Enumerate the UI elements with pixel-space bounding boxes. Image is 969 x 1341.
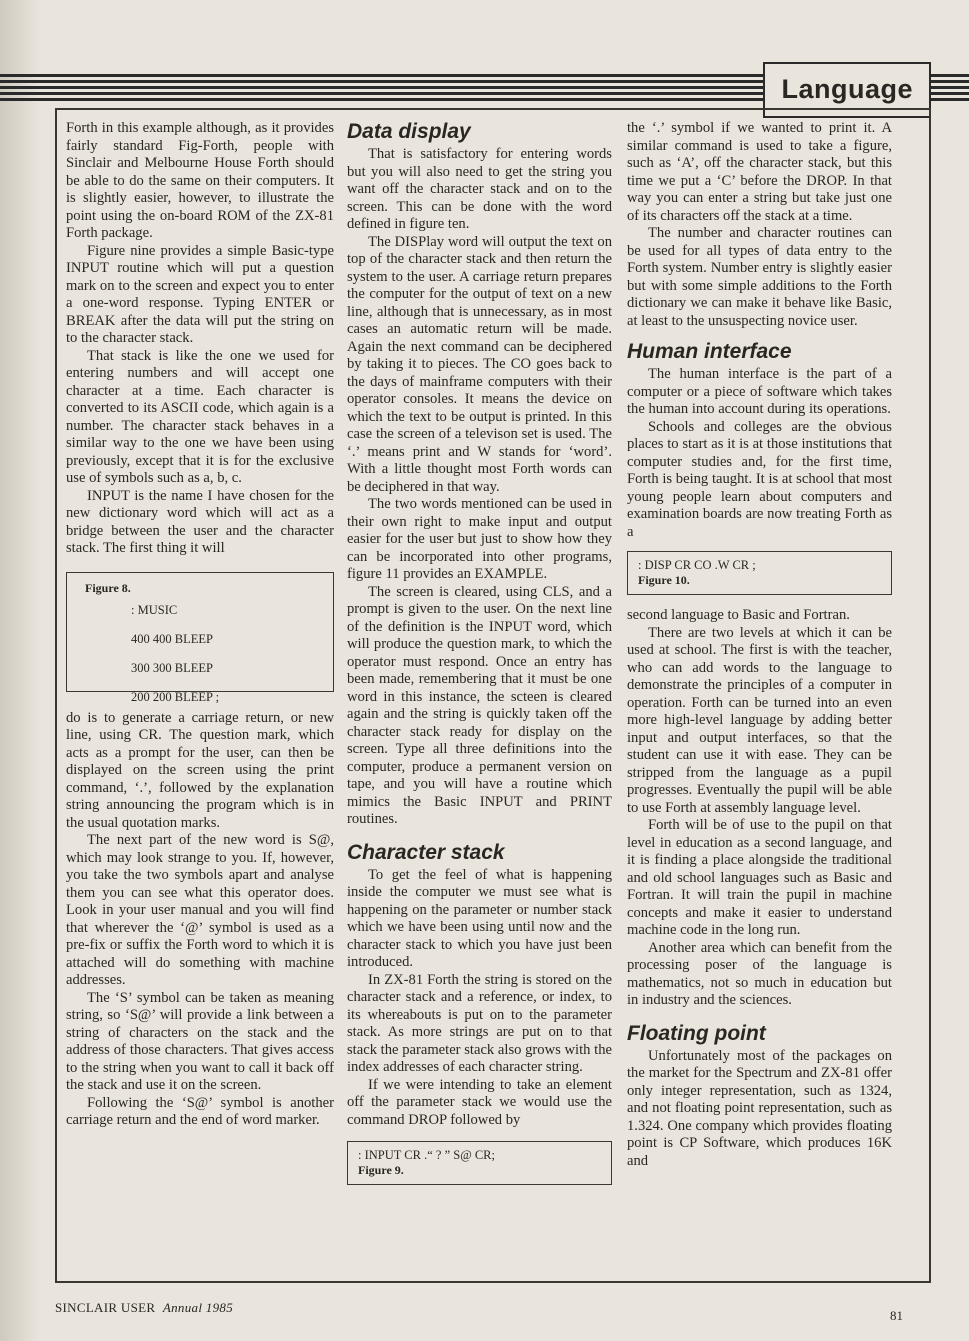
- footer-publication: [55, 1300, 233, 1316]
- paragraph: do is to generate a carriage return, or new line, using CR. The question mark, which acts as a prompt for the user, can then be displayed on the screen using the print command, ‘.’, followed by the explanation string announcing the program which is in the usual quotation marks.: [66, 709, 334, 831]
- code-line: 400 400 BLEEP: [131, 631, 213, 646]
- column-2: [347, 120, 612, 1185]
- paragraph: That stack is like the one we used for entering numbers and will accept one character at a time. Each character is converted to its ASCII code, which again is a number. The character stack behaves in a similar way to the one we have been using previously, except that it is for the exclusive use of symbols such as a, b, c.: [66, 347, 334, 486]
- issue-label: Annual 1985: [162, 1300, 233, 1315]
- paragraph: second language to Basic and Fortran.: [627, 607, 850, 623]
- page-gutter-shadow: [0, 0, 40, 1341]
- figure-8-box: [66, 572, 334, 704]
- figure-9-box: [347, 1141, 612, 1185]
- paragraph: The number and character routines can be used for all types of data entry to the Forth system. Number entry is slightly easier but with some simple additions to the Forth dictionary we can make it behave like Basic, at least to the unsuspecting novice user.: [627, 225, 892, 329]
- column-1: [66, 120, 334, 1130]
- paragraph: Unfortunately most of the packages on the market for the Spectrum and ZX-81 offer only integer representation, such as 1324, and not floating point representation, such as 1.324. One company which provides floating point is CP Software, which produces 16K and: [627, 1047, 892, 1169]
- paragraph: Forth in this example although, as it provides fairly standard Fig-Forth, people with Sinclair and Melbourne House Forth should be able to do the same on their computers. It is slightly easier, however, to illustrate the point using the on-board ROM of the ZX-81 Forth package.: [66, 120, 334, 241]
- code-line: 200 200 BLEEP ;: [131, 689, 220, 704]
- figure-8-label: Figure 8.: [85, 580, 131, 595]
- paragraph: The ‘S’ symbol can be taken as meaning string, so ‘S@’ will provide a link between a string of characters on the stack and the address of those characters. That gives access to the string when you want to call it back off the stack and use it on the screen.: [66, 989, 334, 1093]
- paragraph: To get the feel of what is happening inside the computer we must see what is happening on the parameter or number stack which we have been using until now and the character stack to which you have just been introduced.: [347, 866, 612, 970]
- code-line: 300 300 BLEEP: [131, 660, 213, 675]
- paragraph: INPUT is the name I have chosen for the new dictionary word which will act as a bridge between the user and the character stack. The first thing it will: [66, 487, 334, 556]
- section-heading: Human interface: [627, 340, 792, 363]
- paragraph: Figure nine provides a simple Basic-type INPUT routine which will put a question mark on to the screen and expect you to enter a one-word response. Typing ENTER or BREAK after the data will put the string on to the character stack.: [66, 242, 334, 346]
- section-tab-label: Language: [781, 74, 913, 104]
- paragraph: the ‘.’ symbol if we wanted to print it. A similar command is used to take a figure, such as ‘A’, off the character stack, but this time we put a ‘C’ before the DROP. In that way you can enter a string but take just one of its characters off the stack at a time.: [627, 120, 892, 224]
- figure-10-label: Figure 10.: [638, 573, 690, 587]
- header-rule-left: [0, 74, 765, 104]
- paragraph: The human interface is the part of a computer or a piece of software which takes the human into account during its operations.: [627, 366, 892, 417]
- paragraph: The two words mentioned can be used in their own right to make input and output easier for the user but just to show how they can be incorporated into other programs, figure 11 provides an EXAMPLE.: [347, 496, 612, 582]
- header-rule-right: [930, 74, 969, 104]
- paragraph: That is satisfactory for entering words but you will also need to get the string you want off the character stack and on to the screen. This can be done with the word defined in figure ten.: [347, 146, 612, 232]
- paragraph: The screen is cleared, using CLS, and a prompt is given to the user. On the next line of the definition is the INPUT word, which will produce the question mark, to which the operator must respond. Once an entry has been made, remembering that it must be one word in this instance, the scteen is cleared again and the string is quickly taken off the character stack ready for display on the screen. Type all three definitions into the computer, produce a permanent version on tape, and you will have a routine which mimics the Basic INPUT and PRINT routines.: [347, 583, 612, 827]
- paragraph: Another area which can benefit from the processing poser of the language is mathematics, not so much in education but in industry and the sciences.: [627, 939, 892, 1008]
- paragraph: In ZX-81 Forth the string is stored on the character stack and a reference, or index, to its whereabouts is put on to the parameter stack. As more strings are put on to that stack the parameter stack also grows with the index addresses of each character string.: [347, 971, 612, 1075]
- code-line: : INPUT CR .“ ? ” S@ CR;: [358, 1148, 495, 1162]
- paragraph: Schools and colleges are the obvious places to start as it is at those institutions that computer studies and, for the first time, Forth is being taught. It is at school that most young people learn about computers and examination boards are now treating Forth as a: [627, 418, 892, 540]
- paragraph: There are two levels at which it can be used at school. The first is with the teacher, who can add words to the language to demonstrate the principles of a computer in operation. Forth can be turned into an even more high-level language by adding better input and output interfaces, so that the student can use it with ease. They can be stripped from the language as a pupil progresses. Eventually the pupil will be able to use Forth at assembly language level.: [627, 624, 892, 816]
- code-line: : MUSIC: [131, 602, 178, 617]
- section-heading: Floating point: [627, 1021, 766, 1045]
- publication-name: SINCLAIR USER: [55, 1300, 156, 1315]
- paragraph: Forth will be of use to the pupil on that level in education as a second language, and it is finding a place alongside the traditional and old school languages such as Basic and Fortran. It will train the pupil in machine concepts and make it easier to understand machine code in the long run.: [627, 817, 892, 938]
- paragraph: Following the ‘S@’ symbol is another carriage return and the end of word marker.: [66, 1094, 334, 1128]
- paragraph: The DISPlay word will output the text on top of the character stack and then return the system to the user. A carriage return prepares the computer for the output of text on a new line, although that is unnecessary, as in most cases an automatic return will be made. Again the next command can be deciphered by taking it to pieces. The CO goes back to the days of mainframe computers with their operator consoles. It means the device on which the text to be output is printed. In this case the screen of a televison set is used. The ‘.’ means print and W stands for ‘word’. With a little thought most Forth words can be deciphered in that way.: [347, 233, 612, 495]
- figure-10-box: [627, 551, 892, 595]
- paragraph: The next part of the new word is S@, which may look strange to you. If, however, you take the two symbols apart and analyse them you can see what this operator does. Look in your user manual and you will find that wherever the ‘@’ symbol is used as a pre-fix or suffix the Forth word to which it is attached will do something with machine addresses.: [66, 832, 334, 988]
- column-3: [627, 120, 892, 1170]
- page-number: 81: [890, 1308, 903, 1323]
- paragraph: If we were intending to take an element off the parameter stack we would use the command DROP followed by: [347, 1076, 612, 1128]
- section-heading: Data display: [347, 120, 471, 143]
- section-heading: Character stack: [347, 840, 505, 864]
- code-line: : DISP CR CO .W CR ;: [638, 558, 756, 572]
- figure-9-label: Figure 9.: [358, 1163, 404, 1177]
